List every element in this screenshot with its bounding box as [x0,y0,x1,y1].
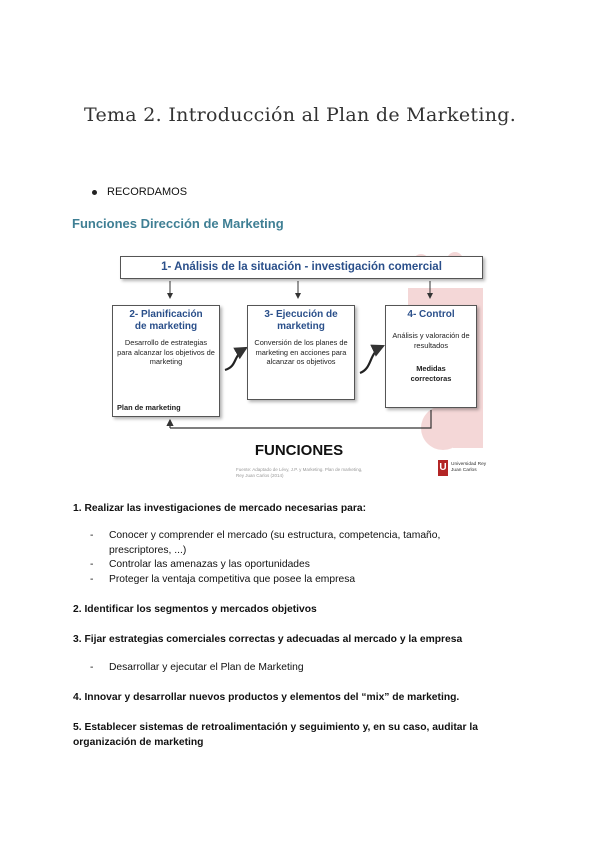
bullet-text: RECORDAMOS [107,186,188,198]
list-item: - Controlar las amenazas y las oportunidades [90,558,490,573]
box-analisis: 1- Análisis de la situación - investigación comercial [120,256,483,279]
bullet-dot-icon [92,190,97,195]
funciones-diagram [108,248,490,484]
university-logo [438,460,491,476]
list-item: - Conocer y comprender el mercado (su estructura, competencia, tamaño, prescriptores, ...) [90,530,441,556]
university-logo-text: Universidad Rey Juan Carlos [451,462,487,473]
page-title: Tema 2. Introducción al Plan de Marketing. [83,104,517,126]
box-planificacion [112,305,220,417]
dash-marker: - [90,530,94,541]
plan-footer: Plan de marketing [117,403,181,412]
item-2-heading: 2. Identificar los segmentos y mercados objetivos [73,604,317,615]
funciones-label: FUNCIONES [254,442,344,459]
ejec-title-2: marketing [277,321,325,332]
item-5-heading: 5. Establecer sistemas de retroalimentación y seguimiento y, en su caso, auditar la organización de marketing [73,722,478,748]
list-item: - Proteger la ventaja competitiva que posee la empresa [90,573,490,588]
plan-title-1: 2- Planificación [129,309,203,320]
bullet-item [92,186,187,198]
urjc-logo-icon: U [438,460,448,476]
ctrl-footer-1: Medidas [416,364,446,373]
section-heading: Funciones Dirección de Marketing [72,216,284,231]
list-item: - Desarrollar y ejecutar el Plan de Marketing [90,661,490,676]
figure-credit: Fuente: Adaptado de Lévy, J.P. y Marketing. Plan de marketing, Rey Juan Carlos (2014) [236,467,363,478]
plan-desc: Desarrollo de estrategias para alcanzar los objetivos de marketing [117,338,215,366]
item-3-heading: 3. Fijar estrategias comerciales correctas y adecuadas al mercado y la empresa [73,634,463,645]
dash-marker: - [90,662,94,673]
ctrl-desc: Análisis y valoración de resultados [392,331,470,350]
ctrl-footer-2: correctoras [410,373,452,383]
item-1-list [90,529,490,587]
dash-marker: - [90,559,94,570]
item-4-heading: 4. Innovar y desarrollar nuevos productos y elementos del “mix” de marketing. [73,692,460,703]
ctrl-title: 4- Control [407,309,455,320]
ejec-desc: Conversión de los planes de marketing en acciones para alcanzar os objetivos [254,338,348,366]
box-ejecucion [247,305,355,400]
plan-title-2: de marketing [134,321,198,332]
box-control [385,305,477,408]
dash-marker: - [90,573,94,585]
item-1-heading: 1. Realizar las investigaciones de mercado necesarias para: [73,503,367,514]
item-3-list [90,661,490,676]
ejec-title-1: 3- Ejecución de [264,309,338,320]
